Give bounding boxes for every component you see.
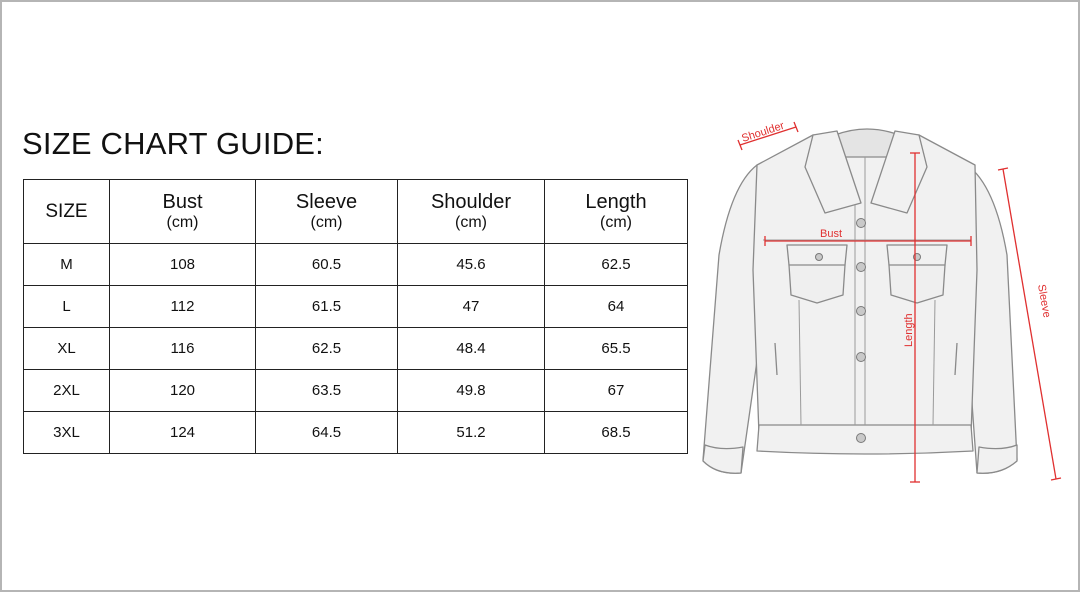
pocket-button-left <box>816 254 823 261</box>
page-title: SIZE CHART GUIDE: <box>22 126 324 161</box>
cell-length: 65.5 <box>545 328 688 370</box>
table-header-row <box>24 180 688 244</box>
cell-size: XL <box>24 328 110 370</box>
left-cuff <box>703 445 743 473</box>
button-1 <box>857 219 866 228</box>
cell-shoulder: 47 <box>398 286 545 328</box>
table-row <box>24 412 688 454</box>
cell-sleeve: 60.5 <box>256 244 398 286</box>
cell-size: 2XL <box>24 370 110 412</box>
cell-length: 62.5 <box>545 244 688 286</box>
sleeve-label: Sleeve <box>1035 283 1053 319</box>
cell-shoulder: 48.4 <box>398 328 545 370</box>
cell-bust: 108 <box>110 244 256 286</box>
bust-label: Bust <box>820 228 843 240</box>
table-row <box>24 370 688 412</box>
length-label: Length <box>903 313 915 347</box>
header-length: Length (cm) <box>545 180 688 244</box>
cell-size: 3XL <box>24 412 110 454</box>
button-5 <box>857 434 866 443</box>
table-row <box>24 244 688 286</box>
shoulder-label: Shoulder <box>740 119 786 145</box>
table-row <box>24 328 688 370</box>
cell-length: 68.5 <box>545 412 688 454</box>
cell-sleeve: 63.5 <box>256 370 398 412</box>
button-4 <box>857 353 866 362</box>
pocket-left <box>789 265 845 303</box>
cell-shoulder: 51.2 <box>398 412 545 454</box>
button-2 <box>857 263 866 272</box>
cell-bust: 124 <box>110 412 256 454</box>
jacket-illustration <box>695 95 1080 500</box>
header-sleeve: Sleeve (cm) <box>256 180 398 244</box>
table-row <box>24 286 688 328</box>
cell-size: L <box>24 286 110 328</box>
header-bust: Bust (cm) <box>110 180 256 244</box>
header-shoulder: Shoulder (cm) <box>398 180 545 244</box>
cell-shoulder: 49.8 <box>398 370 545 412</box>
pocket-right <box>889 265 945 303</box>
cell-sleeve: 61.5 <box>256 286 398 328</box>
right-cuff <box>977 445 1017 473</box>
header-size: SIZE <box>24 180 110 244</box>
cell-bust: 112 <box>110 286 256 328</box>
size-table <box>23 179 688 454</box>
cell-length: 67 <box>545 370 688 412</box>
cell-shoulder: 45.6 <box>398 244 545 286</box>
cell-bust: 116 <box>110 328 256 370</box>
jacket-measurement-diagram <box>695 95 1080 500</box>
cell-length: 64 <box>545 286 688 328</box>
cell-sleeve: 64.5 <box>256 412 398 454</box>
button-3 <box>857 307 866 316</box>
cell-sleeve: 62.5 <box>256 328 398 370</box>
cell-size: M <box>24 244 110 286</box>
cell-bust: 120 <box>110 370 256 412</box>
